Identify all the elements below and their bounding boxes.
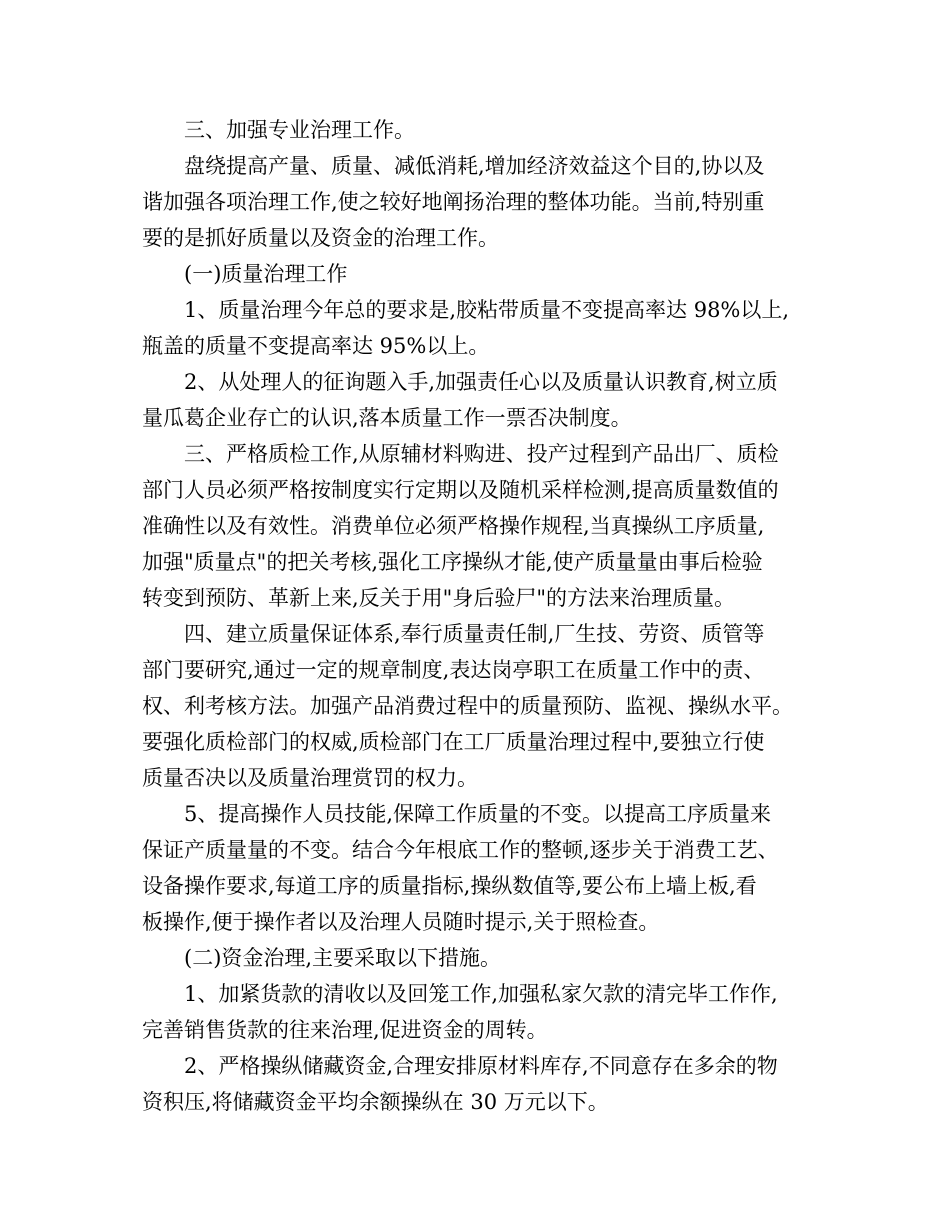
text-line: 谐加强各项治理工作,使之较好地阐扬治理的整体功能。当前,特别重 — [142, 190, 765, 214]
text-line: 转变到预防、革新上来,反关于用"身后验尸"的方法来治理质量。 — [142, 586, 735, 610]
text-line: 5、提高操作人员技能,保障工作质量的不变。以提高工序质量来 — [184, 802, 772, 826]
document-body — [142, 112, 832, 1120]
text-line: 部门人员必须严格按制度实行定期以及随机采样检测,提高质量数值的 — [142, 478, 779, 502]
text-line: 1、质量治理今年总的要求是,胶粘带质量不变提高率达 98%以上, — [184, 298, 790, 322]
text-line: 要强化质检部门的权威,质检部门在工厂质量治理过程中,要独立行使 — [142, 730, 765, 754]
text-line: 盘绕提高产量、质量、减低消耗,增加经济效益这个目的,协以及 — [184, 154, 765, 178]
text-line: 2、严格操纵储藏资金,合理安排原材料库存,不同意存在多余的物 — [184, 1054, 778, 1078]
text-line: 质量否决以及质量治理赏罚的权力。 — [142, 766, 478, 790]
text-line: 设备操作要求,每道工序的质量指标,操纵数值等,要公布上墙上板,看 — [142, 874, 757, 898]
text-line: 要的是抓好质量以及资金的治理工作。 — [142, 226, 499, 250]
text-line: 板操作,便于操作者以及治理人员随时提示,关于照检查。 — [142, 910, 660, 934]
text-line: 三、加强专业治理工作。 — [184, 118, 415, 142]
text-line: 1、加紧货款的清收以及回笼工作,加强私家欠款的清完毕工作作, — [184, 982, 778, 1006]
text-line: 瓶盖的质量不变提高率达 95%以上。 — [142, 334, 490, 358]
text-line: 加强"质量点"的把关考核,强化工序操纵才能,使产质量量由事后检验 — [142, 550, 763, 574]
text-line: 四、建立质量保证体系,奉行质量责任制,厂生技、劳资、质管等 — [184, 622, 765, 646]
text-line: 资积压,将储藏资金平均余额操纵在 30 万元以下。 — [142, 1090, 609, 1114]
text-line: 2、从处理人的征询题入手,加强责任心以及质量认识教育,树立质 — [184, 370, 778, 394]
text-line: (二)资金治理,主要采取以下措施。 — [184, 946, 502, 970]
text-line: 量瓜葛企业存亡的认识,落本质量工作一票否决制度。 — [142, 406, 632, 430]
text-line: 保证产质量量的不变。结合今年根底工作的整顿,逐步关于消费工艺、 — [142, 838, 779, 862]
text-line: 三、严格质检工作,从原辅材料购进、投产过程到产品出厂、质检 — [184, 442, 779, 466]
text-line: 部门要研究,通过一定的规章制度,表达岗亭职工在质量工作中的责、 — [142, 658, 765, 682]
text-line: (一)质量治理工作 — [184, 262, 348, 286]
text-line: 准确性以及有效性。消费单位必须严格操作规程,当真操纵工序质量, — [142, 514, 765, 538]
text-line: 权、利考核方法。加强产品消费过程中的质量预防、监视、操纵水平。 — [142, 694, 793, 718]
text-line: 完善销售货款的往来治理,促进资金的周转。 — [142, 1018, 548, 1042]
